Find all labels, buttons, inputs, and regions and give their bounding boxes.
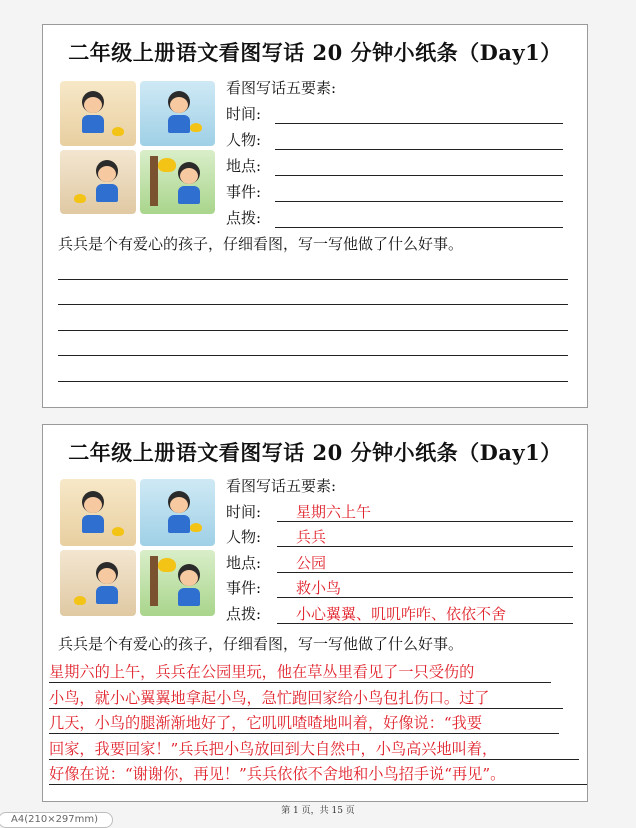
illustration-panel-1 xyxy=(60,81,136,146)
essay-line: 小鸟，就小心翼翼地拿起小鸟，急忙跑回家给小鸟包扎伤口。过了 xyxy=(49,685,589,711)
worksheet-card-answer xyxy=(42,424,588,802)
element-label: 点拨: xyxy=(226,209,262,227)
element-label: 地点: xyxy=(226,157,262,175)
essay-line: 好像在说：“谢谢你，再见！”兵兵依依不舍地和小鸟招手说“再见”。 xyxy=(49,761,589,787)
illustration-panel-3 xyxy=(60,550,136,617)
writing-line[interactable] xyxy=(58,279,568,280)
element-label: 人物: xyxy=(226,131,262,149)
page-size-indicator[interactable]: A4(210×297mm) xyxy=(0,812,113,828)
picture-story-illustration xyxy=(60,81,215,214)
element-label: 事件: xyxy=(226,579,262,597)
answer-line[interactable] xyxy=(277,623,573,624)
picture-story-illustration xyxy=(60,479,215,616)
sample-essay xyxy=(49,659,589,787)
essay-line: 回家，我要回家！”兵兵把小鸟放回到大自然中，小鸟高兴地叫着， xyxy=(49,736,589,762)
element-label: 地点: xyxy=(226,554,262,572)
worksheet-title: 二年级上册语文看图写话 20 分钟小纸条（Day1） xyxy=(68,40,562,65)
essay-line: 几天，小鸟的腿渐渐地好了，它叽叽喳喳地叫着，好像说：“我要 xyxy=(49,710,589,736)
element-label: 点拨: xyxy=(226,605,262,623)
worksheet-card-blank xyxy=(42,24,588,408)
blank-line[interactable] xyxy=(275,149,563,150)
blank-line[interactable] xyxy=(275,175,563,176)
answer-line[interactable] xyxy=(277,597,573,598)
blank-line[interactable] xyxy=(275,123,563,124)
element-label: 事件: xyxy=(226,183,262,201)
illustration-panel-3 xyxy=(60,150,136,215)
writing-prompt: 兵兵是个有爱心的孩子，仔细看图，写一写他做了什么好事。 xyxy=(58,235,464,253)
writing-line[interactable] xyxy=(58,355,568,356)
five-elements-heading: 看图写话五要素: xyxy=(226,79,337,97)
blank-line[interactable] xyxy=(275,201,563,202)
essay-line: 星期六的上午，兵兵在公园里玩，他在草丛里看见了一只受伤的 xyxy=(49,659,589,685)
illustration-panel-2 xyxy=(140,81,216,146)
element-answer: 救小鸟 xyxy=(296,579,342,597)
element-answer: 公园 xyxy=(296,554,327,572)
illustration-panel-4 xyxy=(140,550,216,617)
writing-line[interactable] xyxy=(58,330,568,331)
element-label: 人物: xyxy=(226,528,262,546)
blank-line[interactable] xyxy=(275,227,563,228)
worksheet-title: 二年级上册语文看图写话 20 分钟小纸条（Day1） xyxy=(68,440,562,465)
element-label: 时间: xyxy=(226,503,262,521)
element-answer: 星期六上午 xyxy=(296,503,372,521)
illustration-panel-1 xyxy=(60,479,136,546)
illustration-panel-4 xyxy=(140,150,216,215)
answer-line[interactable] xyxy=(277,546,573,547)
answer-line[interactable] xyxy=(277,521,573,522)
element-label: 时间: xyxy=(226,105,262,123)
writing-prompt: 兵兵是个有爱心的孩子，仔细看图，写一写他做了什么好事。 xyxy=(58,635,464,653)
writing-line[interactable] xyxy=(58,381,568,382)
illustration-panel-2 xyxy=(140,479,216,546)
writing-line[interactable] xyxy=(58,304,568,305)
answer-line[interactable] xyxy=(277,572,573,573)
element-answer: 小心翼翼、叽叽咋咋、依依不舍 xyxy=(296,605,507,623)
five-elements-heading: 看图写话五要素: xyxy=(226,477,337,495)
page-counter: 第 1 页，共 15 页 xyxy=(281,806,355,816)
element-answer: 兵兵 xyxy=(296,528,327,546)
